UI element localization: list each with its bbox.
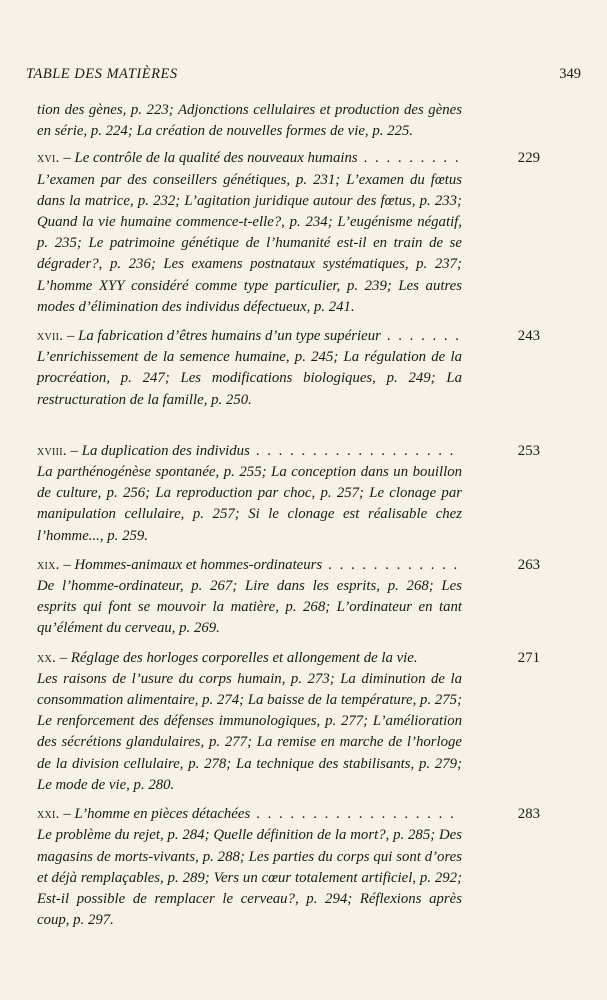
chapter-page-number: 243: [517, 328, 540, 345]
chapter-heading: xviii. – La duplication des individus: [37, 442, 250, 459]
chapter-entry-xvii: [37, 326, 540, 411]
chapter-entry-xxi: [37, 804, 540, 931]
chapter-numeral: xix.: [37, 556, 60, 573]
chapter-numeral: xvi.: [37, 150, 60, 167]
chapter-page-number: 253: [517, 442, 540, 459]
chapter-heading: xvi. – Le contrôle de la qualité des nouveaux humains: [37, 150, 358, 167]
chapter-numeral: xviii.: [37, 442, 67, 459]
chapter-page-number: 283: [517, 806, 540, 823]
chapter-sections: La parthénogénèse spontanée, p. 255; La conception dans un bouillon de culture, p. 256; La reproduction par choc, p. 257; Le clonage par manipulation cellulaire, p. 257; Si le clonage est réalisable chez l’homme..., p. 259.: [37, 464, 462, 544]
continued-sections-text: tion des gènes, p. 223; Adjonctions cellulaires et production des gènes en série, p. 224; La création de nouvelles formes de vie, p. 225.: [37, 102, 462, 140]
chapter-sections: Le problème du rejet, p. 284; Quelle définition de la mort?, p. 285; Des magasins de morts-vivants, p. 288; Les parties du corps qui sont d’ores et déjà remplaçables, p. 289; Vers un cœur totalement artificiel, p. 292; Est-il possible de remplacer le cerveau?, p. 294; Réflexions après coup, p. 297.: [37, 827, 462, 929]
running-head: [26, 66, 581, 86]
leader-dots: [364, 148, 462, 169]
chapter-page-number: 229: [517, 150, 540, 167]
chapter-heading: xvii. – La fabrication d’êtres humains d’un type supérieur: [37, 328, 381, 345]
leader-dots: [256, 804, 462, 825]
chapter-heading: xxi. – L’homme en pièces détachées: [37, 806, 251, 823]
chapter-heading-line: [37, 804, 462, 825]
chapter-sections: De l’homme-ordinateur, p. 267; Lire dans les esprits, p. 268; Les esprits qui font se mouvoir la matière, p. 268; L’ordinateur en tant qu’élément du cerveau, p. 269.: [37, 578, 462, 637]
chapter-heading: xx. – Réglage des horloges corporelles et allongement de la vie.: [37, 649, 418, 666]
continued-sections: [37, 100, 462, 142]
leader-dots: [256, 441, 462, 462]
chapter-heading-line: [37, 441, 462, 462]
chapter-title: Réglage des horloges corporelles et allongement de la vie.: [70, 649, 418, 666]
chapter-page-number: 263: [517, 556, 540, 573]
chapter-title: Le contrôle de la qualité des nouveaux humains: [74, 150, 358, 167]
chapter-numeral: xxi.: [37, 806, 60, 823]
chapter-title: La fabrication d’êtres humains d’un type supérieur: [78, 328, 381, 345]
chapter-sections: Les raisons de l’usure du corps humain, p. 273; La diminution de la consommation alimentaire, p. 274; La baisse de la température, p. 275; Le renforcement des défenses immunologiques, p. 277; L’amélioration des sécrétions glandulaires, p. 277; La remise en marche de l’horloge de la division cellulaire, p. 278; La technique des stabilisants, p. 279; Le mode de vie, p. 280.: [37, 670, 462, 793]
chapter-title: Hommes-animaux et hommes-ordinateurs: [74, 556, 323, 573]
leader-dots: [328, 555, 462, 576]
chapter-title: La duplication des individus: [81, 442, 250, 459]
leader-dots: [387, 326, 462, 347]
chapter-heading-line: [37, 326, 462, 347]
chapter-heading-line: [37, 648, 462, 669]
chapter-page-number: 271: [517, 649, 540, 666]
chapter-title: L’homme en pièces détachées: [74, 806, 251, 823]
chapter-heading-line: [37, 555, 462, 576]
running-head-title: TABLE DES MATIÈRES: [26, 66, 178, 82]
chapter-heading: xix. – Hommes-animaux et hommes-ordinateurs: [37, 556, 323, 573]
chapter-entry-xix: [37, 555, 540, 640]
chapter-heading-line: [37, 148, 462, 169]
chapter-entry-xviii: [37, 441, 540, 547]
chapter-numeral: xx.: [37, 649, 57, 666]
page-number: 349: [559, 66, 581, 82]
table-of-contents: [37, 100, 540, 939]
chapter-entry-xx: [37, 648, 540, 796]
chapter-numeral: xvii.: [37, 328, 64, 345]
chapter-sections: L’enrichissement de la semence humaine, p. 245; La régulation de la procréation, p. 247; Les modifications biologiques, p. 249; La restructuration de la famille, p. 250.: [37, 349, 462, 408]
chapter-entry-xvi: [37, 148, 540, 318]
chapter-sections: L’examen par des conseillers génétiques, p. 231; L’examen du fœtus dans la matrice, p. 232; L’agitation juridique autour des fœtus, p. 233; Quand la vie humaine commence-t-elle?, p. 234; L’eugénisme négatif, p. 235; Le patrimoine génétique de l’humanité est-il en train de se dégrader?, p. 236; Les examens postnataux systématiques, p. 237; L’homme XYY considéré comme type particulier, p. 239; Les autres modes d’élimination des individus défectueux, p. 241.: [37, 171, 462, 315]
